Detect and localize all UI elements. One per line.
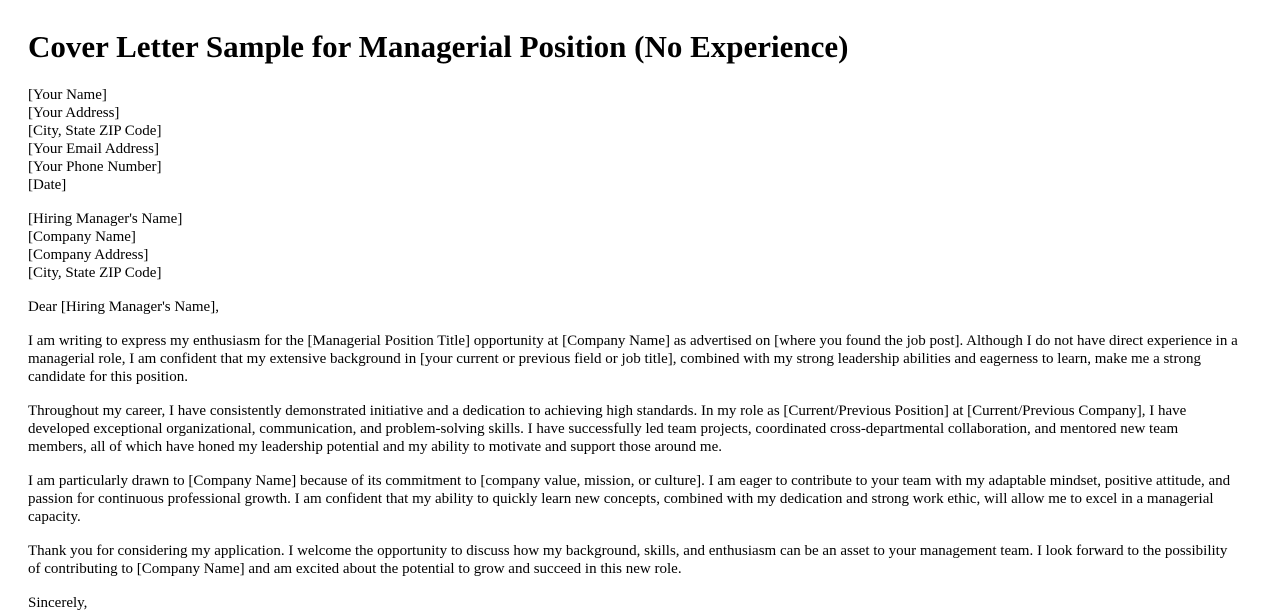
sender-city-state-zip: [City, State ZIP Code] — [28, 123, 162, 139]
recipient-address: [Company Address] — [28, 247, 149, 263]
sender-name: [Your Name] — [28, 87, 107, 103]
sign-off: Sincerely, — [28, 595, 88, 611]
salutation: Dear [Hiring Manager's Name], — [28, 299, 219, 315]
body-paragraph-experience: Throughout my career, I have consistently demonstrated initiative and a dedication to achieving high standards. In my role as [Current/Previous Position] at [Current/Previous Company], I have developed exceptional organizational, communication, and problem-solving skills. I have successfully led team projects, coordinated cross-departmental collaboration, and mentored new team members, all of which have honed my leadership potential and my ability to motivate and support those around me. — [28, 403, 1187, 455]
sender-address: [Your Address] — [28, 105, 120, 121]
sender-address-block — [28, 86, 1238, 194]
body-paragraph-motivation: I am particularly drawn to [Company Name] because of its commitment to [company value, mission, or culture]. I am eager to contribute to your team with my adaptable mindset, positive attitude, and passion for continuous professional growth. I am confident that my ability to quickly learn new concepts, combined with my dedication and strong work ethic, will allow me to excel in a managerial capacity. — [28, 473, 1231, 525]
body-paragraph-intro: I am writing to express my enthusiasm for the [Managerial Position Title] opportunity at [Company Name] as advertised on [where you found the job post]. Although I do not have direct experience in a managerial role, I am confident that my extensive background in [your current or previous field or job title], combined with my strong leadership abilities and eagerness to learn, make me a strong candidate for this position. — [28, 333, 1238, 385]
body-paragraph-closing: Thank you for considering my application. I welcome the opportunity to discuss how my background, skills, and enthusiasm can be an asset to your management team. I look forward to the possibility of contributing to [Company Name] and am excited about the potential to grow and succeed in this new role. — [28, 543, 1228, 577]
recipient-company: [Company Name] — [28, 229, 136, 245]
recipient-address-block — [28, 210, 1238, 282]
page-title: Cover Letter Sample for Managerial Position (No Experience) — [28, 29, 849, 64]
recipient-city-state-zip: [City, State ZIP Code] — [28, 265, 162, 281]
letter-date: [Date] — [28, 177, 67, 193]
recipient-name: [Hiring Manager's Name] — [28, 211, 183, 227]
sender-email: [Your Email Address] — [28, 141, 159, 157]
sender-phone: [Your Phone Number] — [28, 159, 162, 175]
